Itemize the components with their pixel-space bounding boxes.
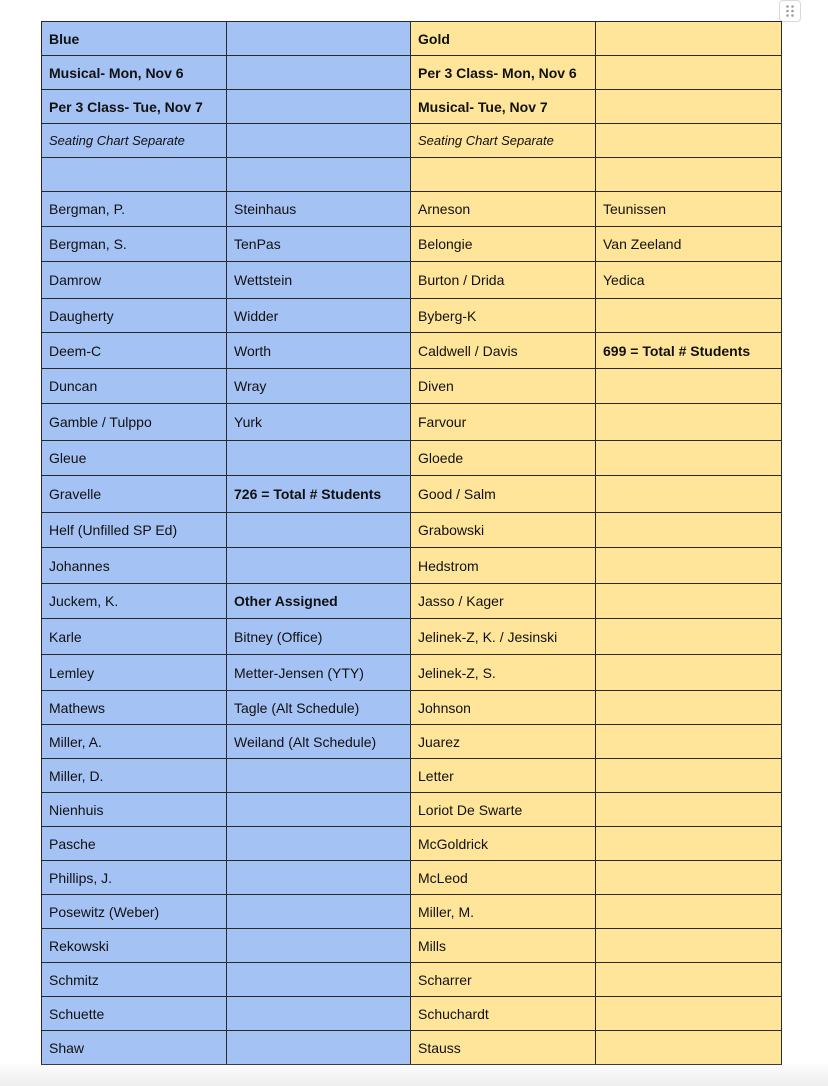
table-row xyxy=(42,476,782,513)
table-cell[interactable]: McGoldrick xyxy=(411,827,596,861)
table-cell[interactable]: Schuchardt xyxy=(411,997,596,1031)
table-cell[interactable]: Grabowski xyxy=(411,513,596,548)
table-cell[interactable] xyxy=(227,90,411,124)
table-cell[interactable]: Jelinek-Z, S. xyxy=(411,655,596,691)
table-row xyxy=(42,929,782,963)
table-row xyxy=(42,333,782,369)
table-cell[interactable] xyxy=(411,158,596,192)
table-row xyxy=(42,227,782,262)
table-cell[interactable]: Bergman, S. xyxy=(42,227,227,262)
table-cell[interactable] xyxy=(596,56,782,90)
table-cell[interactable]: Juarez xyxy=(411,725,596,759)
table-row xyxy=(42,584,782,619)
table-cell[interactable] xyxy=(596,691,782,725)
table-cell[interactable]: Miller, D. xyxy=(42,759,227,793)
table-cell[interactable] xyxy=(596,158,782,192)
table-cell[interactable] xyxy=(596,759,782,793)
table-cell[interactable]: Arneson xyxy=(411,192,596,227)
table-cell[interactable] xyxy=(227,895,411,929)
table-cell[interactable]: Steinhaus xyxy=(227,192,411,227)
table-cell[interactable]: Duncan xyxy=(42,369,227,404)
table-cell[interactable] xyxy=(227,997,411,1031)
table-cell[interactable]: Tagle (Alt Schedule) xyxy=(227,691,411,725)
table-cell[interactable]: Miller, M. xyxy=(411,895,596,929)
table-cell[interactable]: Daugherty xyxy=(42,299,227,333)
table-row xyxy=(42,548,782,584)
table-row xyxy=(42,691,782,725)
table-cell[interactable] xyxy=(596,861,782,895)
table-cell[interactable] xyxy=(596,827,782,861)
table-cell[interactable]: Jelinek-Z, K. / Jesinski xyxy=(411,619,596,655)
table-row xyxy=(42,22,782,56)
table-cell[interactable] xyxy=(227,759,411,793)
table-cell[interactable]: Gamble / Tulppo xyxy=(42,404,227,441)
table-cell[interactable]: Posewitz (Weber) xyxy=(42,895,227,929)
table-cell[interactable]: Stauss xyxy=(411,1031,596,1065)
table-cell[interactable] xyxy=(596,404,782,441)
table-cell[interactable]: Yurk xyxy=(227,404,411,441)
table-row xyxy=(42,441,782,476)
table-cell[interactable]: Per 3 Class- Mon, Nov 6 xyxy=(411,56,596,90)
table-cell[interactable]: Worth xyxy=(227,333,411,369)
table-cell[interactable] xyxy=(227,548,411,584)
table-cell[interactable]: Farvour xyxy=(411,404,596,441)
table-cell[interactable]: Caldwell / Davis xyxy=(411,333,596,369)
table-cell[interactable] xyxy=(596,619,782,655)
table-cell[interactable] xyxy=(227,929,411,963)
table-cell[interactable]: Schmitz xyxy=(42,963,227,997)
table-row xyxy=(42,124,782,158)
table-cell[interactable]: Bergman, P. xyxy=(42,192,227,227)
table-cell[interactable]: Seating Chart Separate xyxy=(411,124,596,158)
table-cell[interactable] xyxy=(596,963,782,997)
table-cell[interactable]: Wettstein xyxy=(227,262,411,299)
table-cell[interactable] xyxy=(596,441,782,476)
table-cell[interactable]: Scharrer xyxy=(411,963,596,997)
table-cell[interactable] xyxy=(227,124,411,158)
table-row xyxy=(42,725,782,759)
table-cell[interactable] xyxy=(227,22,411,56)
table-cell[interactable] xyxy=(596,299,782,333)
table-cell[interactable]: 726 = Total # Students xyxy=(227,476,411,513)
table-row xyxy=(42,963,782,997)
table-cell[interactable]: Jasso / Kager xyxy=(411,584,596,619)
table-cell[interactable]: Helf (Unfilled SP Ed) xyxy=(42,513,227,548)
table-cell[interactable]: Gleue xyxy=(42,441,227,476)
table-cell[interactable]: Johnson xyxy=(411,691,596,725)
table-cell[interactable]: Byberg-K xyxy=(411,299,596,333)
table-cell[interactable]: Hedstrom xyxy=(411,548,596,584)
table-cell[interactable] xyxy=(596,725,782,759)
table-row xyxy=(42,192,782,227)
table-row xyxy=(42,56,782,90)
table-cell[interactable]: Weiland (Alt Schedule) xyxy=(227,725,411,759)
table-cell[interactable] xyxy=(227,1031,411,1065)
table-cell[interactable]: Juckem, K. xyxy=(42,584,227,619)
table-row xyxy=(42,262,782,299)
table-cell[interactable]: Belongie xyxy=(411,227,596,262)
table-cell[interactable]: Teunissen xyxy=(596,192,782,227)
table-cell[interactable]: McLeod xyxy=(411,861,596,895)
table-cell[interactable]: Van Zeeland xyxy=(596,227,782,262)
table-row xyxy=(42,861,782,895)
roster-table xyxy=(41,21,782,1065)
table-cell[interactable]: Metter-Jensen (YTY) xyxy=(227,655,411,691)
table-cell[interactable]: Shaw xyxy=(42,1031,227,1065)
table-cell[interactable]: Per 3 Class- Tue, Nov 7 xyxy=(42,90,227,124)
table-cell[interactable] xyxy=(596,513,782,548)
table-cell[interactable]: Gold xyxy=(411,22,596,56)
table-cell[interactable]: Musical- Mon, Nov 6 xyxy=(42,56,227,90)
table-cell[interactable] xyxy=(596,124,782,158)
table-row xyxy=(42,299,782,333)
table-cell[interactable]: Good / Salm xyxy=(411,476,596,513)
table-cell[interactable]: Johannes xyxy=(42,548,227,584)
table-cell[interactable]: Loriot De Swarte xyxy=(411,793,596,827)
table-cell[interactable]: Widder xyxy=(227,299,411,333)
table-cell[interactable] xyxy=(42,158,227,192)
table-cell[interactable] xyxy=(227,827,411,861)
table-row xyxy=(42,619,782,655)
table-cell[interactable] xyxy=(596,1031,782,1065)
table-cell[interactable]: Pasche xyxy=(42,827,227,861)
table-cell[interactable]: Damrow xyxy=(42,262,227,299)
table-row xyxy=(42,759,782,793)
bottom-fade xyxy=(0,1062,828,1086)
table-cell[interactable] xyxy=(596,22,782,56)
table-cell[interactable]: Rekowski xyxy=(42,929,227,963)
table-cell[interactable] xyxy=(596,90,782,124)
table-cell[interactable]: Letter xyxy=(411,759,596,793)
table-cell[interactable]: Mills xyxy=(411,929,596,963)
table-row xyxy=(42,793,782,827)
table-row xyxy=(42,513,782,548)
table-cell[interactable] xyxy=(227,963,411,997)
table-cell[interactable] xyxy=(227,158,411,192)
table-cell[interactable] xyxy=(596,584,782,619)
table-row xyxy=(42,827,782,861)
table-row xyxy=(42,997,782,1031)
drag-grip-icon[interactable] xyxy=(779,0,801,22)
table-row xyxy=(42,369,782,404)
table-row xyxy=(42,90,782,124)
table-cell[interactable]: Other Assigned xyxy=(227,584,411,619)
table-cell[interactable] xyxy=(596,929,782,963)
table-cell[interactable] xyxy=(596,369,782,404)
table-cell[interactable] xyxy=(596,895,782,929)
table-cell[interactable]: 699 = Total # Students xyxy=(596,333,782,369)
table-cell[interactable]: TenPas xyxy=(227,227,411,262)
table-cell[interactable]: Musical- Tue, Nov 7 xyxy=(411,90,596,124)
table-row xyxy=(42,404,782,441)
table-cell[interactable]: Miller, A. xyxy=(42,725,227,759)
roster-table-body xyxy=(42,22,782,1065)
table-cell[interactable] xyxy=(227,513,411,548)
table-cell[interactable] xyxy=(596,476,782,513)
table-cell[interactable]: Seating Chart Separate xyxy=(42,124,227,158)
table-cell[interactable] xyxy=(596,548,782,584)
table-cell[interactable]: Deem-C xyxy=(42,333,227,369)
table-cell[interactable]: Nienhuis xyxy=(42,793,227,827)
table-cell[interactable]: Blue xyxy=(42,22,227,56)
table-cell[interactable]: Burton / Drida xyxy=(411,262,596,299)
table-cell[interactable]: Schuette xyxy=(42,997,227,1031)
table-row xyxy=(42,895,782,929)
table-cell[interactable]: Diven xyxy=(411,369,596,404)
table-row xyxy=(42,158,782,192)
table-cell[interactable] xyxy=(227,441,411,476)
table-cell[interactable] xyxy=(596,793,782,827)
table-cell[interactable]: Mathews xyxy=(42,691,227,725)
table-row xyxy=(42,655,782,691)
table-cell[interactable] xyxy=(227,861,411,895)
table-cell[interactable]: Karle xyxy=(42,619,227,655)
table-cell[interactable]: Phillips, J. xyxy=(42,861,227,895)
table-cell[interactable]: Bitney (Office) xyxy=(227,619,411,655)
table-cell[interactable]: Lemley xyxy=(42,655,227,691)
table-cell[interactable] xyxy=(596,997,782,1031)
table-cell[interactable] xyxy=(227,56,411,90)
table-cell[interactable]: Yedica xyxy=(596,262,782,299)
table-cell[interactable]: Gloede xyxy=(411,441,596,476)
table-row xyxy=(42,1031,782,1065)
table-cell[interactable] xyxy=(227,793,411,827)
table-cell[interactable] xyxy=(596,655,782,691)
table-cell[interactable]: Gravelle xyxy=(42,476,227,513)
table-cell[interactable]: Wray xyxy=(227,369,411,404)
